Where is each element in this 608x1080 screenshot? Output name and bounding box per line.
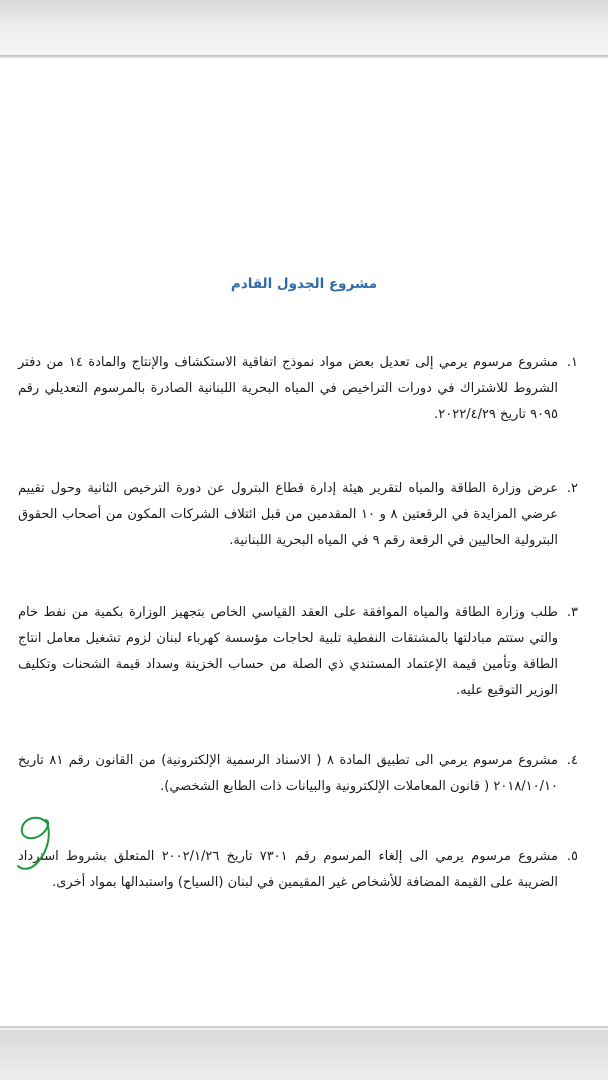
agenda-items-list <box>18 350 578 896</box>
agenda-item <box>18 476 578 554</box>
viewer-bottom-bar <box>0 1030 608 1080</box>
item-text: مشروع مرسوم يرمي الى إلغاء المرسوم رقم ٧٣٠١ تاريخ ٢٠٠٢/١/٢٦ المتعلق بشروط استرداد الضريبة على القيمة المضافة للأشخاص غير المقيمين في لبنان (السياح) واستبدالها بمواد أخرى. <box>18 849 558 890</box>
viewer-top-bar <box>0 0 608 58</box>
signature-icon <box>8 808 68 878</box>
agenda-item <box>18 844 578 896</box>
item-text: عرض وزارة الطاقة والمياه لتقرير هيئة إدارة قطاع البترول عن دورة الترخيص الثانية وحول تقييم عرضي المزايدة في الرقعتين ٨ و ١٠ المقدمين من قبل ائتلاف الشركات المكون من أصحاب الحقوق البترولية الحاليين في الرقعة رقم ٩ في المياه البحرية اللبنانية. <box>18 481 558 548</box>
item-text: طلب وزارة الطاقة والمياه الموافقة على العقد القياسي الخاص بتجهيز الوزارة بكمية من نفط خام والتي ستتم مبادلتها بالمشتقات النفطية تلبية لحاجات مؤسسة كهرباء لبنان لزوم تشغيل معامل انتاج الطاقة وتأمين قيمة الإعتماد المستندي ذي الصلة من حساب الخزينة وسداد قيمة الشحنات وتكليف الوزير التوقيع عليه. <box>18 605 558 698</box>
agenda-item <box>18 350 578 428</box>
item-text: مشروع مرسوم يرمي إلى تعديل بعض مواد نموذج اتفاقية الاستكشاف والإنتاج والمادة ١٤ من دفتر الشروط للاشتراك في دورات التراخيص في المياه البحرية اللبنانية الصادرة بالمرسوم التعديلي رقم ٩٠٩٥ تاريخ ٢٠٢٢/٤/٢٩. <box>18 355 558 422</box>
item-number: ٢. <box>566 481 578 496</box>
agenda-item <box>18 600 578 704</box>
item-number: ٣. <box>566 605 578 620</box>
item-number: ٤. <box>566 753 578 768</box>
agenda-item <box>18 748 578 800</box>
item-number: ١. <box>566 355 578 370</box>
document-title: مشروع الجدول القادم <box>230 276 378 292</box>
item-text: مشروع مرسوم يرمي الى تطبيق المادة ٨ ( الاسناد الرسمية الإلكترونية) من القانون رقم ٨١ تاريخ ٢٠١٨/١٠/١٠ ( قانون المعاملات الإلكترونية والبيانات ذات الطابع الشخصي). <box>18 753 559 794</box>
item-number: ٥. <box>566 849 578 864</box>
